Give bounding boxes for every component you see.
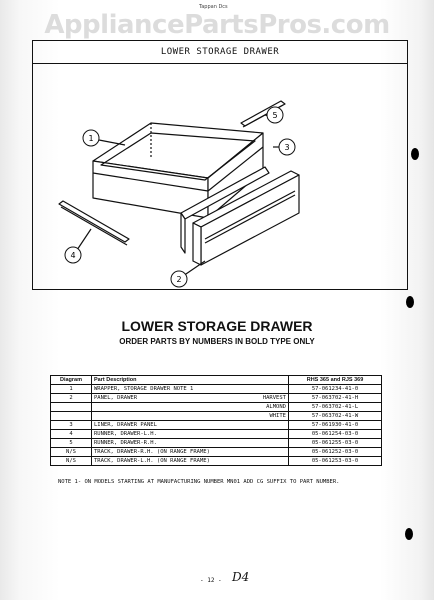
table-row (51, 430, 382, 439)
part-number-cell: 57-063702-41-W (289, 412, 382, 421)
color-variant-cell: HARVEST (252, 394, 289, 403)
color-variant-cell: ALMOND (252, 403, 289, 412)
color-variant-cell (252, 430, 289, 439)
part-number-cell: 05-061253-03-0 (289, 457, 382, 466)
runner-lh-drawing (59, 201, 129, 245)
binder-hole (405, 528, 413, 540)
diagram-cell: 4 (51, 430, 92, 439)
description-cell: TRACK, DRAWER-L.H. (ON RANGE FRAME) (92, 457, 252, 466)
description-cell: TRACK, DRAWER-R.H. (ON RANGE FRAME) (92, 448, 252, 457)
callout-5-label: 5 (272, 111, 278, 120)
table-row (51, 412, 382, 421)
color-variant-cell: WHITE (252, 412, 289, 421)
header-description: Part Description (92, 376, 289, 385)
table-row (51, 385, 382, 394)
binder-hole (406, 296, 414, 308)
description-cell: LINER, DRAWER PANEL (92, 421, 252, 430)
color-variant-cell (252, 457, 289, 466)
description-cell: PANEL, DRAWER (92, 394, 252, 403)
part-number-cell: 05-061255-03-0 (289, 439, 382, 448)
table-row (51, 421, 382, 430)
header-diagram: Diagram (51, 376, 92, 385)
color-variant-cell (252, 448, 289, 457)
color-variant-cell (252, 439, 289, 448)
section-title: LOWER STORAGE DRAWER (121, 318, 313, 334)
table-header-row (51, 376, 382, 385)
part-number-cell: 57-061930-41-0 (289, 421, 382, 430)
callout-3 (279, 139, 295, 155)
part-number-cell: 05-061252-03-0 (289, 448, 382, 457)
drawer-exploded-diagram (33, 63, 406, 288)
parts-table (50, 375, 382, 466)
color-variant-cell (252, 421, 289, 430)
parts-table-body (51, 385, 382, 466)
description-cell: RUNNER, DRAWER-R.H. (92, 439, 252, 448)
table-row (51, 439, 382, 448)
diagram-cell: 5 (51, 439, 92, 448)
page-code: D4 (232, 570, 250, 584)
table-row (51, 448, 382, 457)
section-subtitle: ORDER PARTS BY NUMBERS IN BOLD TYPE ONLY (119, 337, 315, 346)
callout-1 (83, 130, 99, 146)
callout-5 (267, 107, 283, 123)
diagram-cell (51, 412, 92, 421)
diagram-cell: 1 (51, 385, 92, 394)
part-number-cell: 57-061234-41-0 (289, 385, 382, 394)
diagram-cell: N/S (51, 457, 92, 466)
diagram-cell: N/S (51, 448, 92, 457)
part-number-cell: 05-061254-03-0 (289, 430, 382, 439)
table-row (51, 403, 382, 412)
diagram-cell: 3 (51, 421, 92, 430)
color-variant-cell (252, 385, 289, 394)
callout-3-label: 3 (284, 143, 290, 152)
diagram-cell: 2 (51, 394, 92, 403)
callout-2 (171, 271, 187, 287)
page-number: - 12 - (200, 577, 222, 584)
description-cell: WRAPPER, STORAGE DRAWER NOTE 1 (92, 385, 252, 394)
callout-4-label: 4 (70, 251, 76, 260)
callout-2-label: 2 (176, 275, 182, 284)
table-row (51, 394, 382, 403)
figure-title: LOWER STORAGE DRAWER (33, 41, 407, 64)
watermark: AppliancePartsPros.com (44, 10, 390, 40)
description-cell (92, 412, 252, 421)
part-number-cell: 57-063702-41-H (289, 394, 382, 403)
callout-4 (65, 247, 81, 263)
description-cell: RUNNER, DRAWER-L.H. (92, 430, 252, 439)
exploded-view-figure (32, 40, 408, 290)
table-row (51, 457, 382, 466)
footnote: NOTE 1- ON MODELS STARTING AT MANUFACTURING NUMBER MN01 ADD CG SUFFIX TO PART NUMBER. (58, 479, 340, 485)
part-number-cell: 57-063702-41-L (289, 403, 382, 412)
header-part-number: RHS 365 and RJS 369 (289, 376, 382, 385)
binder-hole (411, 148, 419, 160)
callout-1-label: 1 (88, 134, 94, 143)
diagram-cell (51, 403, 92, 412)
description-cell (92, 403, 252, 412)
header-tiny-text: Tappan Dcs (199, 4, 228, 10)
